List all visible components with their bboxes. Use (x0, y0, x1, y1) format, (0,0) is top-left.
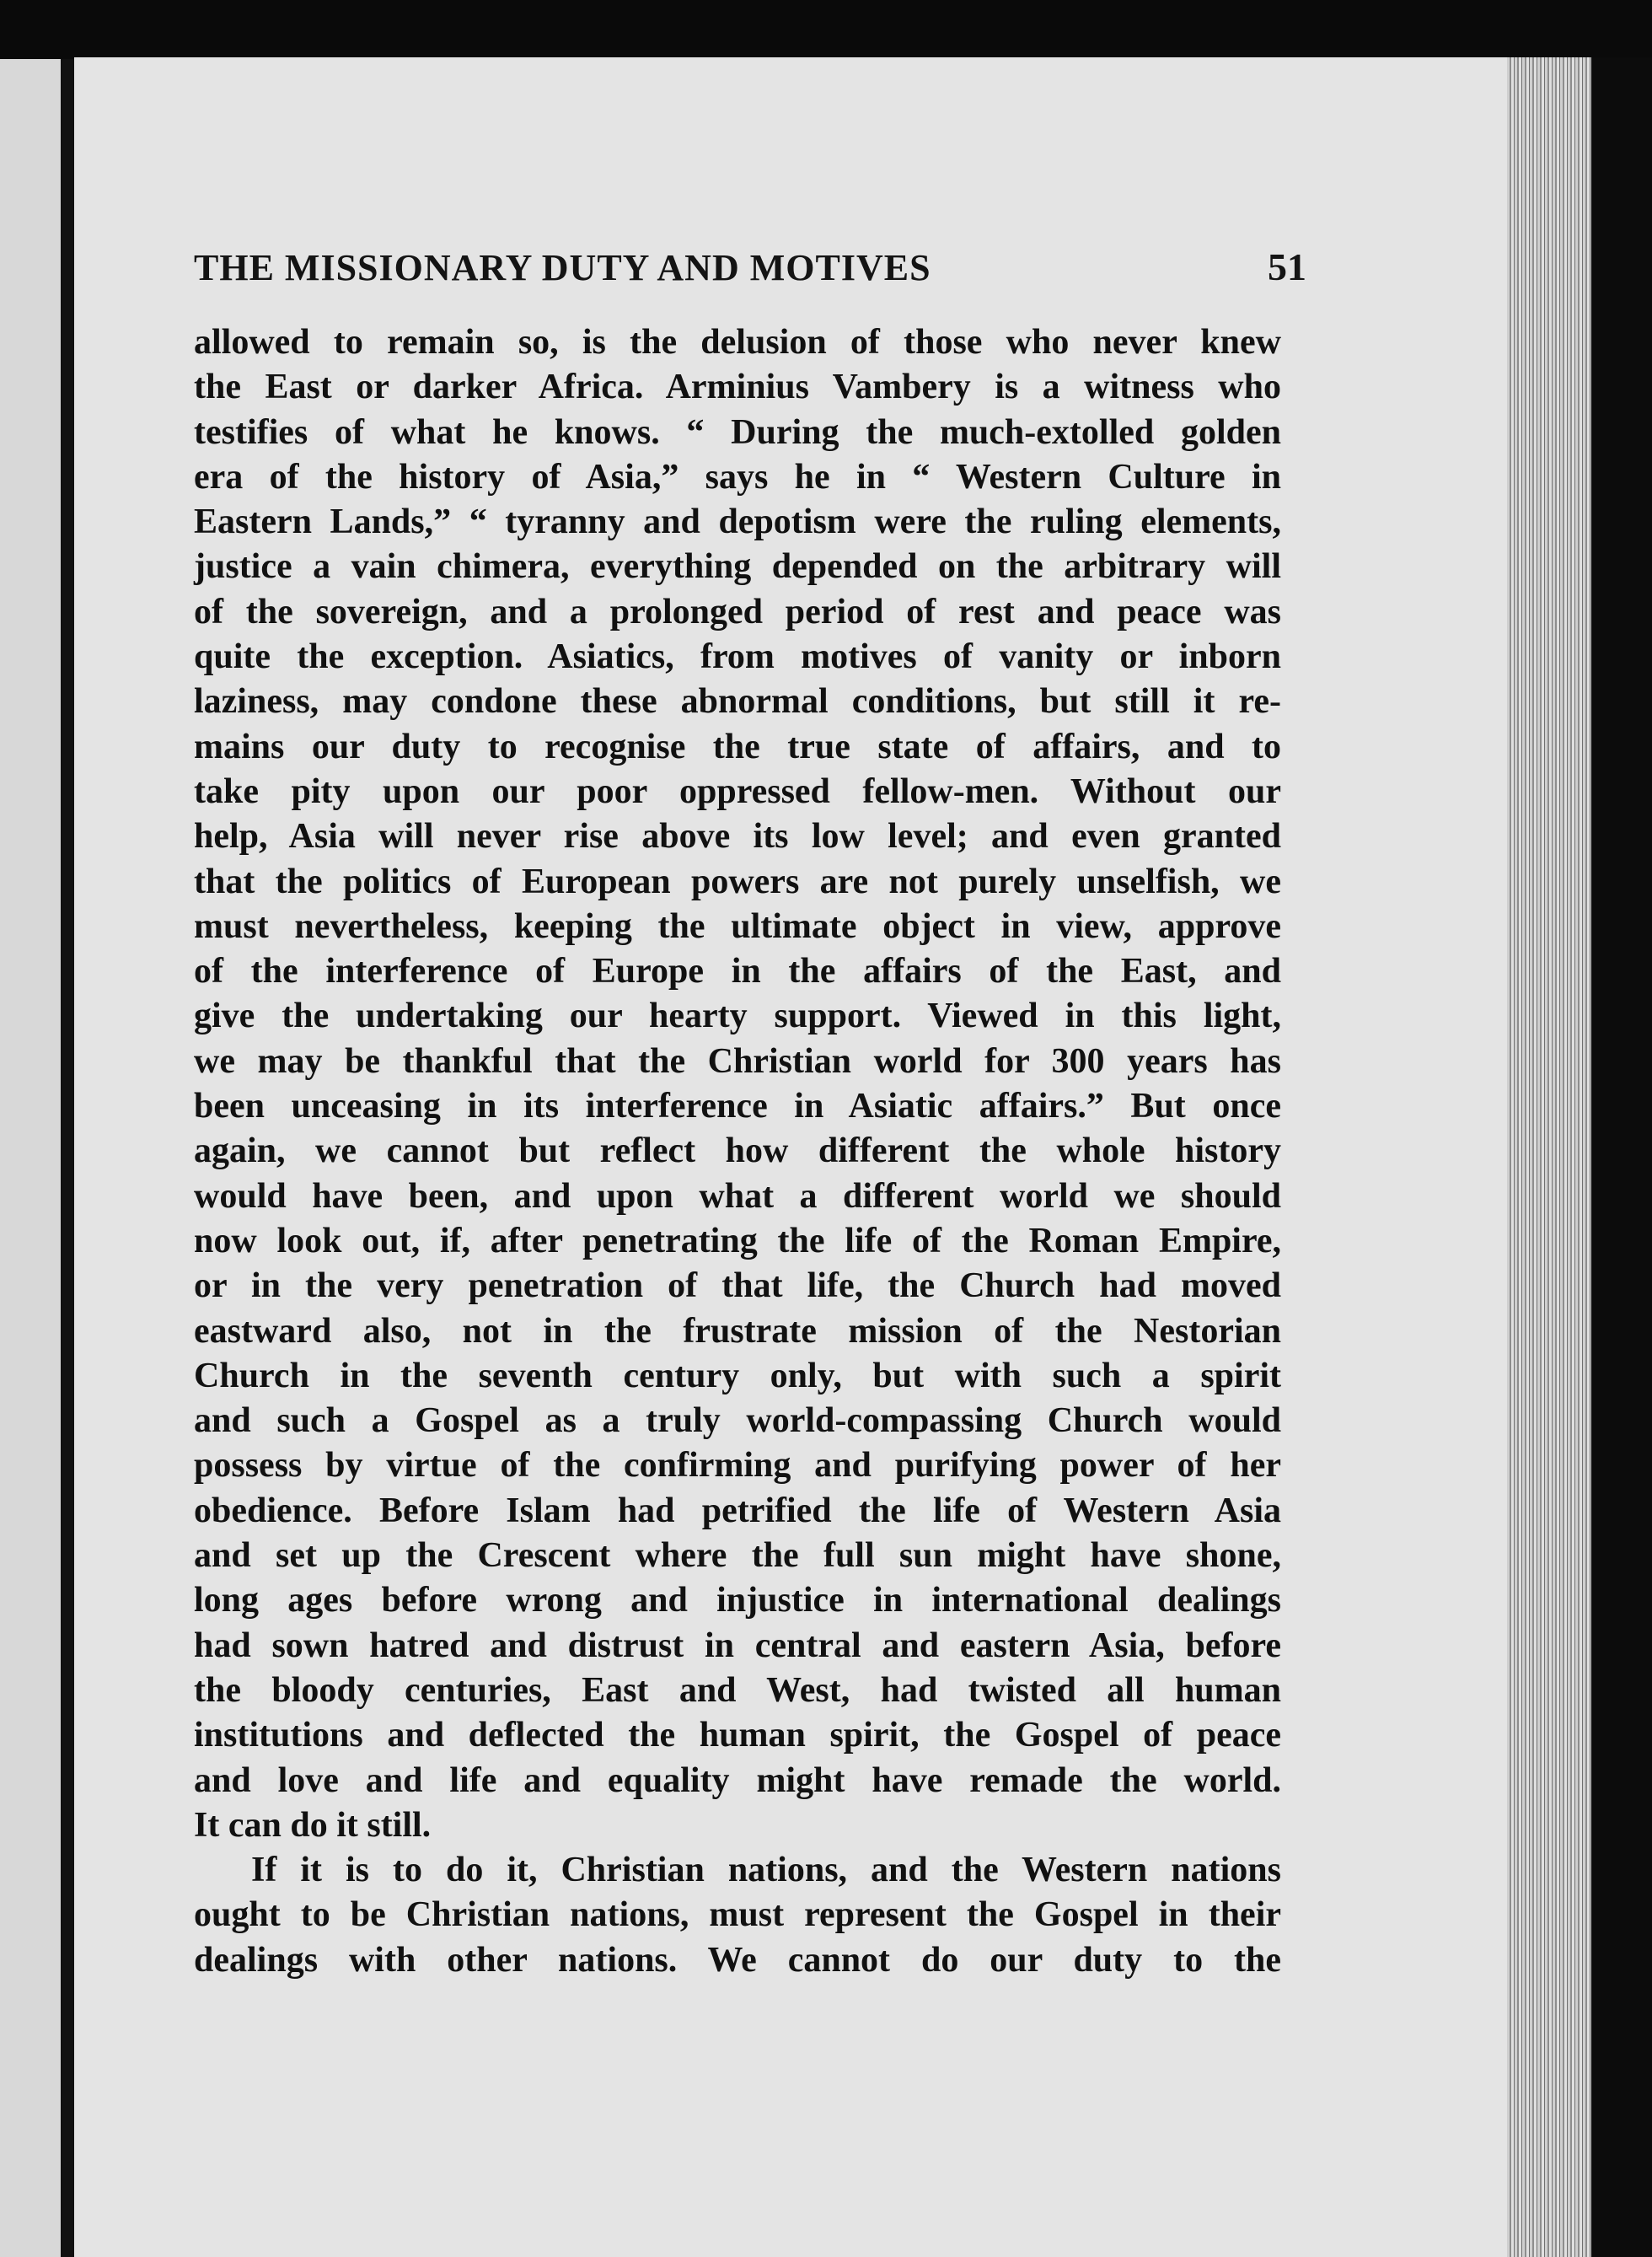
text-line: institutions and deflected the human spirit, the Gospel of peace (194, 1716, 1281, 1755)
text-line: It can do it still. (194, 1805, 432, 1845)
text-line: help, Asia will never rise above its low level; and even granted (194, 817, 1281, 857)
text-line: now look out, if, after penetrating the life of the Roman Empire, (194, 1221, 1281, 1260)
text-line: If it is to do it, Christian nations, and the Western nations (251, 1851, 1281, 1890)
page-stack-edge (1507, 57, 1591, 2257)
text-line: of the sovereign, and a prolonged period of rest and peace was (194, 592, 1281, 631)
text-line: and such a Gospel as a truly world-compassing Church would (194, 1401, 1281, 1441)
running-title: THE MISSIONARY DUTY AND MOTIVES (194, 247, 931, 288)
running-header (194, 245, 1306, 295)
text-line: we may be thankful that the Christian world for 300 years has (194, 1041, 1281, 1081)
text-line: justice a vain chimera, everything depended on the arbitrary will (194, 547, 1281, 587)
text-line: obedience. Before Islam had petrified the life of Western Asia (194, 1491, 1281, 1530)
text-line: had sown hatred and distrust in central and eastern Asia, before (194, 1626, 1281, 1665)
text-line: take pity upon our poor oppressed fellow-men. Without our (194, 771, 1281, 811)
text-line: dealings with other nations. We cannot do our duty to the (194, 1940, 1281, 1980)
text-line: or in the very penetration of that life, the Church had moved (194, 1266, 1281, 1306)
text-line: again, we cannot but reflect how different the whole history (194, 1131, 1281, 1171)
text-line: must nevertheless, keeping the ultimate object in view, approve (194, 906, 1281, 946)
text-line: that the politics of European powers are not purely unselfish, we (194, 862, 1281, 901)
text-line: testifies of what he knows. “ During the much-extolled golden (194, 412, 1281, 452)
page-number: 51 (1268, 245, 1306, 288)
facing-page-edge (0, 59, 74, 2257)
text-line: long ages before wrong and injustice in international dealings (194, 1581, 1281, 1620)
text-line: give the undertaking our hearty support. Viewed in this light, (194, 997, 1281, 1036)
text-line: of the interference of Europe in the affairs of the East, and (194, 952, 1281, 991)
text-line: possess by virtue of the confirming and purifying power of her (194, 1446, 1281, 1486)
scan-border-right (1591, 57, 1652, 2257)
text-line: ought to be Christian nations, must represent the Gospel in their (194, 1895, 1281, 1935)
text-line: eastward also, not in the frustrate mission of the Nestorian (194, 1311, 1281, 1351)
text-line: the East or darker Africa. Arminius Vambery is a witness who (194, 368, 1281, 407)
text-line: mains our duty to recognise the true state of affairs, and to (194, 727, 1281, 766)
text-line: and love and life and equality might have remade the world. (194, 1760, 1281, 1800)
text-line: and set up the Crescent where the full sun might have shone, (194, 1536, 1281, 1576)
text-line: era of the history of Asia,” says he in “ Western Culture in (194, 457, 1281, 497)
text-line: quite the exception. Asiatics, from motives of vanity or inborn (194, 637, 1281, 677)
text-line: Church in the seventh century only, but with such a spirit (194, 1356, 1281, 1395)
paragraph-1 (194, 320, 1281, 1848)
body-text (194, 320, 1281, 1983)
paragraph-2 (194, 1848, 1281, 1983)
text-line: allowed to remain so, is the delusion of those who never knew (194, 323, 1281, 362)
text-line: laziness, may condone these abnormal conditions, but still it re- (194, 682, 1281, 722)
text-line: Eastern Lands,” “ tyranny and depotism were the ruling elements, (194, 502, 1281, 542)
text-line: would have been, and upon what a different world we should (194, 1176, 1281, 1216)
text-line: the bloody centuries, East and West, had twisted all human (194, 1670, 1281, 1710)
text-line: been unceasing in its interference in Asiatic affairs.” But once (194, 1087, 1281, 1126)
